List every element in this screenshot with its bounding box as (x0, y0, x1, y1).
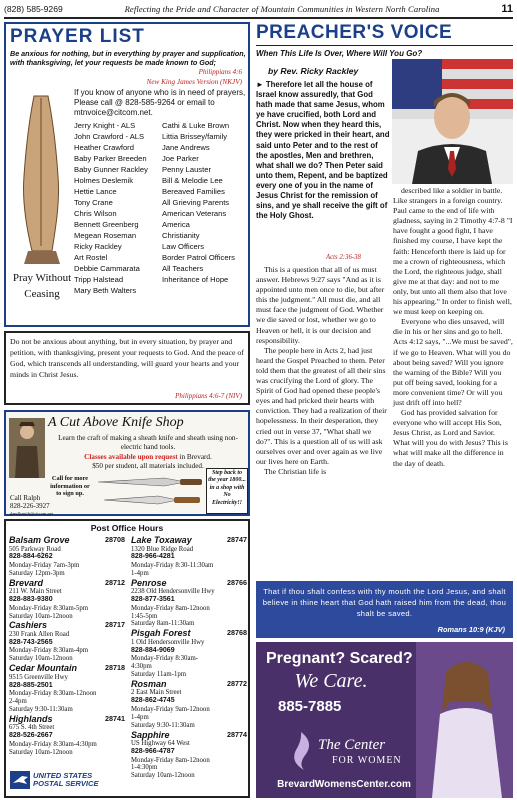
verse-banner (256, 581, 513, 638)
classes-location: in Brevard. (177, 453, 212, 461)
post-office-zip: 28712 (105, 577, 125, 587)
post-office-phone: 828-862-4745 (131, 697, 175, 705)
article-paragraph: described like a soldier in battle. Like strangers in a foreign country. Paul came to the end of life with gladness, saying in 2 Timothy 4:7-8 "I have fought a good fight, I have finished my course, I have kept the faith: Henceforth there is laid up for me a crown of righteousness, which the Lord, the righteous judge, shall give me at that day: and not to me only, but unto all them also that love his appearing." In order to finish well, we must keep on keeping on. (393, 186, 513, 317)
eagle-icon (10, 771, 30, 789)
post-office-hours: Monday-Friday 8:30am-4:30pm (9, 740, 97, 748)
contact-email: dandlsmith@citcom.net (10, 511, 54, 516)
post-office-zip: 28747 (227, 535, 247, 544)
post-office-heading (9, 578, 125, 589)
post-office-address: 1 Old Hendersonville Hwy (131, 638, 205, 646)
scripture-text: Do not be anxious about anything, but in every situation, by prayer and petition, with thanksgiving, present your requests to God. And the peace of God, which transcends all understanding, will guard your hearts and your minds in Christ Jesus. (10, 337, 244, 379)
post-office-entry (131, 535, 247, 578)
prayer-name: Law Officers (162, 242, 205, 251)
prayer-name: Bennett Greenberg (74, 220, 139, 229)
post-office-hours: Saturday 10am-12noon (9, 612, 73, 620)
article-paragraph: Everyone who dies unsaved, will die in his or her sins and go to hell. Acts 4:12 says, "...We must be saved", if we go to Heaven. What will you do about being saved? Will you ignore the warning of the Bible? Will you put off being saved, looking for a more convenient time? Or will you just drift off into hell? (393, 317, 513, 407)
post-office-name: Pisgah Forest (131, 628, 191, 639)
post-office-phone: 828-877-3561 (131, 596, 175, 604)
prayer-name: John Crawford - ALS (74, 132, 145, 141)
post-office-address: 230 Frank Allen Road (9, 630, 70, 638)
knife-shop-description: Learn the craft of making a sheath knife and sheath using non-electric hand tools. (58, 434, 238, 451)
post-office-address: 505 Parkway Road (9, 545, 61, 553)
post-office-hours: Saturday 10am-12noon (9, 655, 73, 663)
post-office-hours: Saturday 11am-1pm (131, 671, 187, 679)
prayer-name: Megean Roseman (74, 231, 137, 240)
post-office-hours: 1-4pm (131, 569, 149, 577)
knife-shop-ad (4, 410, 250, 516)
knife-contact (10, 494, 50, 510)
preachers-voice-column-1 (256, 265, 388, 477)
prayer-list-box (4, 22, 250, 327)
prayer-intro-ref: Philippians 4:6 (198, 68, 242, 76)
post-office-hours: Monday-Friday 8:30am-12noon (9, 690, 97, 698)
post-office-zip: 28708 (105, 535, 125, 544)
prayer-caption (9, 270, 75, 302)
post-office-heading (9, 535, 125, 546)
prayer-name: Tripp Halstead (74, 275, 124, 284)
we-care: We Care. (294, 670, 368, 692)
post-office-entry (131, 578, 247, 629)
post-office-name: Sapphire (131, 729, 170, 740)
preachers-voice-title: PREACHER'S VOICE (256, 22, 453, 43)
post-office-entry (131, 628, 247, 679)
prayer-name: Border Patrol Officers (162, 253, 235, 262)
preachers-voice-subtitle: When This Life Is Over, Where Will You Go? (256, 49, 423, 58)
center-logo-icon (284, 728, 318, 772)
post-office-address: 2238 Old Hendersonville Hwy (131, 588, 215, 596)
page-header (4, 2, 513, 16)
step-back-badge: Step back to the year 1800... in a shop with No Electricity!! (206, 468, 248, 514)
prayer-name: Cathi & Luke Brown (162, 121, 230, 130)
post-office-entry (9, 620, 125, 663)
post-office-heading (131, 730, 247, 741)
prayer-name: Ricky Rackley (74, 242, 122, 251)
post-office-hours: 1-4pm (131, 713, 149, 721)
post-office-entry (131, 730, 247, 781)
prayer-version: New King James Version (NKJV) (146, 78, 242, 86)
post-office-hours: Monday-Friday 8:30am-4pm (9, 647, 89, 655)
prayer-name: Christianity (162, 231, 200, 240)
post-office-right-column (131, 535, 247, 780)
post-office-entry (131, 679, 247, 730)
post-office-phone: 828-526-2667 (9, 732, 53, 740)
post-office-hours: Saturday 10am-12noon (131, 772, 195, 780)
prayer-name: Mary Beth Walters (74, 286, 137, 295)
pastor-photo (392, 59, 513, 184)
post-office-hours: Saturday 12pm-3pm (9, 569, 65, 577)
preachers-voice-rule (256, 45, 513, 46)
prayer-name: Jane Andrews (162, 143, 210, 152)
prayer-name: Joe Parker (162, 154, 199, 163)
prayer-request-info: If you know of anyone who is in need of prayers, Please call @ 828-585-9264 or email to mtnvoice@citcom.net. (74, 88, 246, 117)
post-office-hours: 1:45-5pm (131, 612, 158, 620)
preachers-voice-author: by Rev. Ricky Rackley (268, 66, 359, 76)
post-office-box (4, 519, 250, 798)
article-paragraph: This is a question that all of us must answer. Hebrews 9:27 says "And as it is appointed unto men once to die, but after this the judgment." All must die, and all must face the judgment of God. Whether we die saved or lost, whether we go to Heaven or hell, it is our decision and responsibility. (256, 265, 385, 345)
knife-shop-title: A Cut Above Knife Shop (48, 415, 184, 430)
post-office-entry (9, 714, 125, 757)
prayer-names (74, 120, 250, 296)
post-office-zip: 28717 (105, 620, 125, 630)
prayer-name: Bereaved Families (162, 187, 225, 196)
post-office-heading (131, 628, 247, 639)
post-office-address: US Highway 64 West (131, 740, 190, 748)
post-office-hours: Monday-Friday 8:30am- (131, 655, 199, 663)
post-office-hours: 1-4:30pm (131, 764, 158, 772)
post-office-left-column (9, 535, 125, 780)
preachers-voice-lead: ► Therefore let all the house of Israel know assuredly, that God hath made that same Jesus, whom ye have crucified, both Lord and Christ. Now when they heard this, they were pricked in their heart, and said unto Peter and to the rest of the apostles, Men and brethren, what shall we do? Then Peter said unto them, Repent, and be baptized every one of you in the name of Jesus Christ for the remission of sins, and ye shall receive the gift of the Holy Ghost. (256, 80, 390, 221)
post-office-phone: 828-883-9380 (9, 596, 53, 604)
prayer-name: Baby Gunner Rackley (74, 165, 148, 174)
prayer-name: Debbie Cammarata (74, 264, 140, 273)
post-office-name: Balsam Grove (9, 535, 70, 545)
post-office-hours: Saturday 9:30-11:30am (131, 721, 195, 729)
header-tagline: Reflecting the Pride and Character of Mountain Communities in Western North Carolina (124, 4, 440, 14)
prayer-name: Bill & Melodie Lee (162, 176, 223, 185)
post-office-zip: 28768 (227, 628, 247, 638)
prayer-name: All Teachers (162, 264, 204, 273)
prayer-name: Holmes Deslemik (74, 176, 134, 185)
knife-call-info: Call for more information or to sign up. (50, 475, 90, 497)
prayer-name: Penny Lauster (162, 165, 211, 174)
post-office-name: Penrose (131, 577, 167, 588)
prayer-name: Art Rostel (74, 253, 108, 262)
post-office-heading (131, 578, 247, 589)
center-phone: 885-7885 (278, 698, 342, 715)
post-office-entry (9, 578, 125, 621)
post-office-zip: 28741 (105, 713, 125, 723)
post-office-address: 211 W. Main Street (9, 588, 62, 596)
center-name: The Center (318, 737, 386, 753)
post-office-phone: 828-966-4281 (131, 553, 175, 561)
post-office-zip: 28772 (227, 678, 247, 688)
post-office-phone: 828-884-6262 (9, 553, 53, 561)
usps-line2: POSTAL SERVICE (33, 779, 99, 788)
prayer-name: Littia Brissey/family (162, 132, 227, 141)
contact-phone: 828-226-3927 (10, 502, 50, 510)
post-office-hours: Saturday 8am-11:30am (131, 620, 195, 628)
header-divider (4, 17, 513, 19)
scripture-ref: Philippians 4:6-7 (NIV) (175, 392, 242, 400)
post-office-heading (9, 663, 125, 674)
post-office-zip: 28766 (227, 577, 247, 587)
prayer-name: All Grieving Parents (162, 198, 230, 207)
article-paragraph: God has provided salvation for everyone who will accept His Son, Jesus Christ, as Lord and Savior. What will you do with Jesus? This is what will make all the difference in the day of death. (393, 408, 508, 468)
prayer-name: American Veterans (162, 209, 227, 218)
prayer-name: Heather Crawford (74, 143, 134, 152)
post-office-hours: Monday-Friday 8am-12noon (131, 604, 210, 612)
scripture-box (4, 331, 250, 405)
post-office-address: 675 S. 4th Street (9, 724, 55, 732)
preachers-voice-lead-ref: Acts 2:36-38 (326, 254, 361, 261)
article-paragraph: The Christian life is (264, 466, 327, 476)
post-office-heading (9, 714, 125, 725)
contact-name: Call Ralph (10, 494, 41, 502)
class-price: $50 per student, all materials included. (92, 462, 204, 470)
prayer-names-right (162, 120, 250, 296)
post-office-hours: 2-4pm (9, 697, 27, 705)
post-office-hours: Monday-Friday 8:30-11:30am (131, 561, 214, 569)
article-paragraph: The people here in Acts 2, had just heard the Gospel Preached to them. Peter told them that the greatest of all their sins was crucifying the Lord of glory. The Spirit of God had opened these people's eyes and had pricked their hearts with conviction. They had a realization of their hopelessness. In their desperation, they cried out in verse 37, "What shall we do?". This is a question all of us will ask ourselves over and over again as we live our lives here on Earth. (256, 345, 387, 466)
post-office-entry (9, 663, 125, 714)
post-office-hours: 4:30pm (131, 663, 152, 671)
verse-banner-text: That if thou shalt confess with thy mouth the Lord Jesus, and shalt believe in thine heart that God hath raised him from the dead, thou shalt be saved. (262, 587, 507, 618)
post-office-hours: Monday-Friday 8:30am-5pm (9, 604, 89, 612)
post-office-name: Highlands (9, 713, 53, 724)
woman-photo (416, 642, 513, 798)
prayer-name: Jerry Knight - ALS (74, 121, 136, 130)
post-office-heading (9, 620, 125, 631)
usps-line1: UNITED STATES (33, 770, 93, 780)
header-phone: (828) 585-9269 (4, 4, 63, 14)
prayer-name: Hettie Lance (74, 187, 117, 196)
usps-logo (10, 768, 110, 792)
post-office-address: 2 East Main Street (131, 689, 182, 697)
page-number: 11 (501, 3, 513, 15)
classes-available: Classes available upon request (84, 453, 178, 461)
post-office-heading (131, 679, 247, 690)
post-office-heading (131, 535, 247, 546)
pregnancy-center-ad (256, 642, 513, 798)
post-office-phone: 828-884-9069 (131, 646, 175, 654)
prayer-caption-line1: Pray Without (12, 272, 72, 284)
verse-banner-ref: Romans 10:9 (KJV) (437, 625, 505, 634)
praying-hands-icon (12, 86, 70, 266)
center-for-women: FOR WOMEN (332, 755, 402, 766)
knives-photo (94, 470, 204, 510)
post-office-entry (9, 535, 125, 578)
prayer-names-left (74, 120, 162, 296)
usps-wordmark (33, 772, 99, 789)
post-office-hours: Saturday 10am-12noon (9, 748, 73, 756)
post-office-title: Post Office Hours (90, 523, 164, 533)
post-office-address: 1320 Blue Ridge Road (131, 545, 194, 553)
post-office-address: 9515 Greenville Hwy (9, 673, 68, 681)
post-office-name: Cashiers (9, 620, 48, 631)
post-office-hours: Monday-Friday 9am-12noon (131, 705, 210, 713)
post-office-hours: Saturday 9:30-11:30am (9, 705, 73, 713)
post-office-name: Lake Toxaway (131, 535, 192, 545)
post-office-name: Rosman (131, 678, 167, 689)
post-office-name: Brevard (9, 577, 44, 588)
prayer-name: America (162, 220, 190, 229)
post-office-phone: 828-885-2501 (9, 681, 53, 689)
prayer-intro: Be anxious for nothing, but in everything by prayer and supplication, with thanksgiving, let your requests be made known to God; (10, 49, 246, 67)
prayer-name: Baby Parker Breeden (74, 154, 147, 163)
post-office-phone: 828-743-2565 (9, 638, 53, 646)
prayer-caption-line2: Ceasing (24, 288, 60, 300)
post-office-columns (9, 535, 247, 780)
post-office-zip: 28718 (105, 663, 125, 673)
pregnancy-question: Pregnant? Scared? (266, 650, 413, 667)
post-office-name: Cedar Mountain (9, 663, 78, 674)
prayer-name: Tony Crane (74, 198, 113, 207)
prayer-name: Inheritance of Hope (162, 275, 229, 284)
craftsman-photo (9, 418, 45, 478)
center-website: BrevardWomensCenter.com (277, 779, 411, 790)
post-office-phone: 828-966-4787 (131, 748, 175, 755)
prayer-list-title: PRAYER LIST (10, 26, 145, 47)
preachers-voice-column-2 (393, 186, 513, 469)
prayer-name: Chris Wilson (74, 209, 117, 218)
post-office-hours: Monday-Friday 7am-3pm (9, 561, 80, 569)
post-office-hours: Monday-Friday 8am-12noon (131, 756, 210, 764)
post-office-zip: 28774 (227, 729, 247, 739)
